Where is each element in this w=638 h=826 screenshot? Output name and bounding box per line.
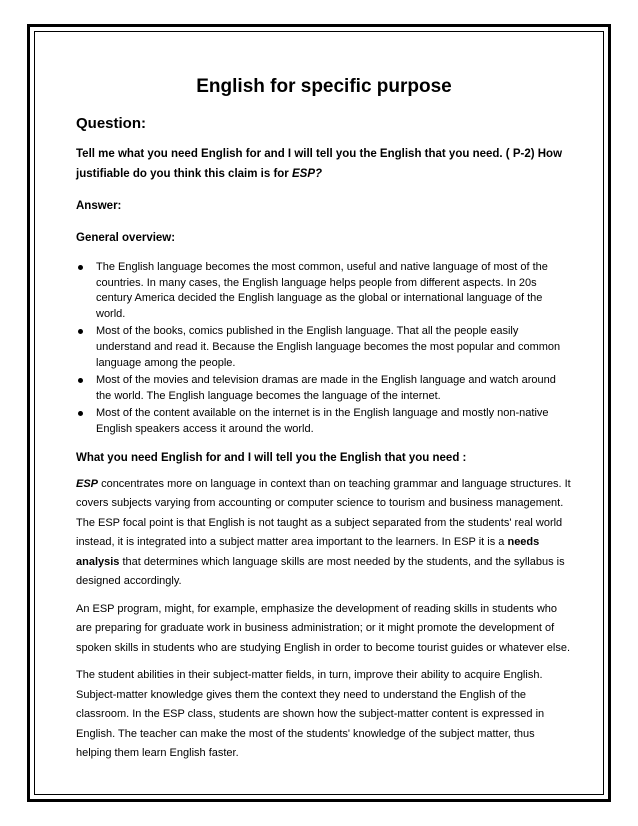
bullet-dot-icon [78,329,83,334]
bullet-text: The English language becomes the most common, useful and native language of most of the countries. In many cases, the English language helps people from different aspects. In 20s century America decided the English language as the global or international language of the world. [96,261,548,320]
section-heading: What you need English for and I will tell you the English that you need : [76,451,467,464]
question-text [76,144,572,184]
bullet-text: Most of the content available on the internet is in the English language and mostly non-native English speakers access it around the world. [96,407,549,435]
bullet-item [76,260,572,322]
overview-bullet-list [76,260,572,438]
overview-label: General overview: [76,232,176,244]
bullet-dot-icon [78,411,83,416]
esp-term: ESP [76,477,99,490]
answer-label: Answer: [76,200,122,212]
document-title: English for specific purpose [196,76,452,97]
paragraph-student-abilities: The student abilities in their subject-matter fields, in turn, improve their ability to acquire English. Subject-matter knowledge gives them the context they need to understand the English of the classroom. In the ESP class, students are shown how the subject-matter content is expressed in English. The teacher can make the most of the students' knowledge of the subject matter, thus helping them learn English faster. [76,669,545,760]
question-text-main: Tell me what you need English for and I will tell you the English that you need. ( P-2) How justifiable do you think this claim is for [76,148,563,180]
bullet-item [76,324,572,371]
bullet-text: Most of the books, comics published in the English language. That all the people easily understand and read it. Because the English language becomes the most popular and common language among the people. [96,325,561,369]
question-label: Question: [76,115,146,132]
bullet-item [76,406,572,437]
paragraph-esp-definition [76,475,572,592]
question-text-esp: ESP? [291,168,323,180]
document-content [76,74,572,772]
needs-analysis-term: needs analysis [76,536,540,568]
bullet-text: Most of the movies and television dramas are made in the English language and watch around the world. The English language becomes the language of the internet. [96,374,556,402]
paragraph-esp-program: An ESP program, might, for example, emphasize the development of reading skills in students who are preparing for graduate work in business administration; or it might promote the development of spoken skills in students who are studying English in order to become tourist guides or whatever else. [76,602,571,654]
paragraph-text: concentrates more on language in context than on teaching grammar and language structures. It covers subjects varying from accounting or computer science to tourism and business management. The ESP focal point is that English is not taught as a subject separated from the students' real world instead, it is integrated into a subject matter area important to the learners. In ESP it is a [76,477,571,549]
paragraph-text: that determines which language skills are most needed by the students, and the syllabus is designed accordingly. [76,555,565,588]
bullet-dot-icon [78,378,83,383]
bullet-item [76,373,572,404]
bullet-dot-icon [78,265,83,270]
